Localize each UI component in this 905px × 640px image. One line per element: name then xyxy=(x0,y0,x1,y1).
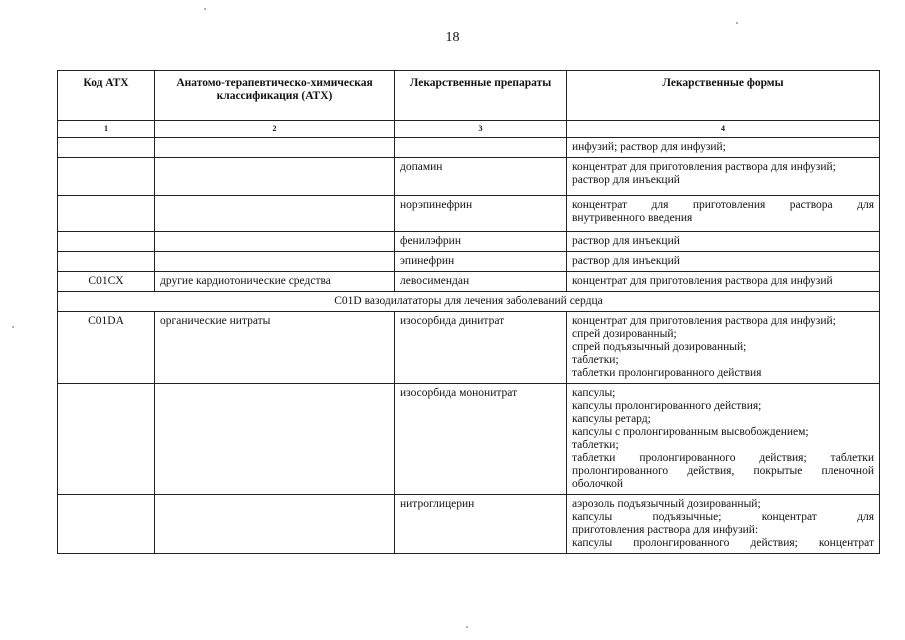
form-line: раствор для инъекций xyxy=(572,174,680,186)
dosage-forms xyxy=(567,252,880,272)
scan-speck xyxy=(736,22,738,24)
group-row xyxy=(58,292,880,312)
atx-class: органические нитраты xyxy=(155,312,395,384)
dosage-forms xyxy=(567,312,880,384)
drug-name: изосорбида мононитрат xyxy=(395,384,567,495)
header-code: Код АТХ xyxy=(58,71,155,121)
form-line: капсулы с пролонгированным высвобождением; xyxy=(572,426,809,438)
scan-speck xyxy=(466,626,468,628)
form-line: приготовления раствора для инфузий: xyxy=(572,524,759,536)
form-line: концентрат для приготовления раствора для xyxy=(572,199,874,211)
atx-code: C01CX xyxy=(58,272,155,292)
page-number: 18 xyxy=(445,30,460,45)
form-line: концентрат для приготовления раствора для инфузий; xyxy=(572,315,836,327)
atx-code xyxy=(58,495,155,554)
drug-name xyxy=(395,138,567,158)
dosage-forms xyxy=(567,196,880,232)
atx-class: другие кардиотонические средства xyxy=(155,272,395,292)
form-line: таблетки; xyxy=(572,354,619,366)
scan-speck xyxy=(204,8,206,10)
table-row xyxy=(58,312,880,384)
drug-name: норэпинефрин xyxy=(395,196,567,232)
form-line: инфузий; раствор для инфузий; xyxy=(572,141,726,153)
form-line: таблетки пролонгированного действия; таблетки xyxy=(572,452,874,464)
drug-name: эпинефрин xyxy=(395,252,567,272)
form-line: раствор для инъекций xyxy=(572,255,680,267)
atx-code xyxy=(58,138,155,158)
atx-code xyxy=(58,252,155,272)
table-row xyxy=(58,158,880,196)
column-number: 4 xyxy=(567,121,880,138)
table-row xyxy=(58,495,880,554)
table-row xyxy=(58,196,880,232)
table-row xyxy=(58,232,880,252)
dosage-forms xyxy=(567,232,880,252)
group-heading: C01D вазодилататоры для лечения заболеваний сердца xyxy=(58,292,880,312)
form-line: внутривенного введения xyxy=(572,212,693,224)
header-drugs: Лекарственные препараты xyxy=(395,71,567,121)
table-row xyxy=(58,138,880,158)
column-number: 3 xyxy=(395,121,567,138)
atx-class xyxy=(155,252,395,272)
scan-speck xyxy=(12,326,14,328)
atx-class xyxy=(155,384,395,495)
dosage-forms xyxy=(567,384,880,495)
atx-class xyxy=(155,158,395,196)
form-line: концентрат для приготовления раствора для инфузий xyxy=(572,275,833,287)
column-number: 1 xyxy=(58,121,155,138)
header-classification: Анатомо-терапевтическо-химическая классификация (АТХ) xyxy=(155,71,395,121)
dosage-forms xyxy=(567,158,880,196)
form-line: раствор для инъекций xyxy=(572,235,680,247)
atx-code xyxy=(58,384,155,495)
form-line: капсулы пролонгированного действия; xyxy=(572,400,762,412)
atx-code: C01DA xyxy=(58,312,155,384)
form-line: спрей подъязычный дозированный; xyxy=(572,341,747,353)
atx-code xyxy=(58,158,155,196)
atx-table xyxy=(57,70,880,554)
atx-class xyxy=(155,196,395,232)
form-line: капсулы; xyxy=(572,387,616,399)
form-line: оболочкой xyxy=(572,478,624,490)
column-number-row xyxy=(58,121,880,138)
atx-class xyxy=(155,232,395,252)
drug-name: нитроглицерин xyxy=(395,495,567,554)
form-line: капсулы ретард; xyxy=(572,413,651,425)
atx-class xyxy=(155,495,395,554)
header-forms: Лекарственные формы xyxy=(567,71,880,121)
drug-name: изосорбида динитрат xyxy=(395,312,567,384)
atx-class xyxy=(155,138,395,158)
atx-code xyxy=(58,232,155,252)
form-line: капсулы пролонгированного действия; концентрат xyxy=(572,537,874,549)
form-line: аэрозоль подъязычный дозированный; xyxy=(572,498,761,510)
form-line: таблетки пролонгированного действия xyxy=(572,367,762,379)
dosage-forms xyxy=(567,138,880,158)
form-line: пролонгированного действия, покрытые пленочной xyxy=(572,465,874,477)
dosage-forms xyxy=(567,495,880,554)
form-line: спрей дозированный; xyxy=(572,328,677,340)
column-number: 2 xyxy=(155,121,395,138)
form-line: капсулы подъязычные; концентрат для xyxy=(572,511,874,523)
drug-name: допамин xyxy=(395,158,567,196)
atx-code xyxy=(58,196,155,232)
form-line: концентрат для приготовления раствора для инфузий; xyxy=(572,161,836,173)
header-row xyxy=(58,71,880,121)
table-row xyxy=(58,252,880,272)
drug-name: левосимендан xyxy=(395,272,567,292)
drug-name: фенилэфрин xyxy=(395,232,567,252)
dosage-forms xyxy=(567,272,880,292)
table-row xyxy=(58,384,880,495)
table-row xyxy=(58,272,880,292)
form-line: таблетки; xyxy=(572,439,619,451)
